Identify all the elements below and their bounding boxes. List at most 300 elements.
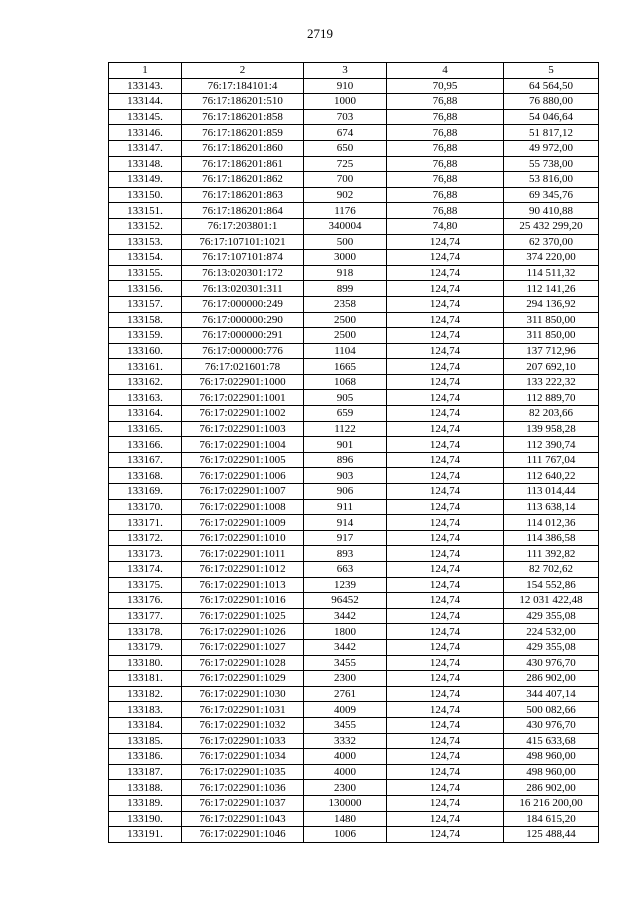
value-cell: 311 850,00 xyxy=(504,312,599,328)
area-cell: 1000 xyxy=(304,94,387,110)
cadastral-number-cell: 76:17:022901:1008 xyxy=(182,499,304,515)
rate-cell: 124,74 xyxy=(387,437,504,453)
value-cell: 64 564,50 xyxy=(504,78,599,94)
table-body xyxy=(109,78,599,842)
area-cell: 4009 xyxy=(304,702,387,718)
rate-cell: 76,88 xyxy=(387,94,504,110)
column-header-2: 2 xyxy=(182,63,304,79)
value-cell: 16 216 200,00 xyxy=(504,795,599,811)
area-cell: 911 xyxy=(304,499,387,515)
row-number-cell: 133147. xyxy=(109,140,182,156)
value-cell: 69 345,76 xyxy=(504,187,599,203)
area-cell: 2358 xyxy=(304,296,387,312)
row-number-cell: 133159. xyxy=(109,328,182,344)
table-row xyxy=(109,624,599,640)
row-number-cell: 133151. xyxy=(109,203,182,219)
cadastral-number-cell: 76:17:022901:1033 xyxy=(182,733,304,749)
value-cell: 53 816,00 xyxy=(504,172,599,188)
area-cell: 1800 xyxy=(304,624,387,640)
value-cell: 429 355,08 xyxy=(504,639,599,655)
row-number-cell: 133181. xyxy=(109,671,182,687)
row-number-cell: 133189. xyxy=(109,795,182,811)
cadastral-number-cell: 76:17:022901:1010 xyxy=(182,530,304,546)
area-cell: 659 xyxy=(304,406,387,422)
rate-cell: 124,74 xyxy=(387,234,504,250)
area-cell: 914 xyxy=(304,515,387,531)
rate-cell: 124,74 xyxy=(387,343,504,359)
cadastral-number-cell: 76:17:186201:860 xyxy=(182,140,304,156)
value-cell: 114 386,58 xyxy=(504,530,599,546)
row-number-cell: 133188. xyxy=(109,780,182,796)
table-row xyxy=(109,577,599,593)
cadastral-number-cell: 76:17:022901:1001 xyxy=(182,390,304,406)
area-cell: 500 xyxy=(304,234,387,250)
row-number-cell: 133177. xyxy=(109,608,182,624)
table-row xyxy=(109,702,599,718)
cadastral-number-cell: 76:17:022901:1009 xyxy=(182,515,304,531)
table-row xyxy=(109,437,599,453)
cadastral-number-cell: 76:17:022901:1037 xyxy=(182,795,304,811)
table-row xyxy=(109,406,599,422)
value-cell: 62 370,00 xyxy=(504,234,599,250)
row-number-cell: 133165. xyxy=(109,421,182,437)
value-cell: 114 012,36 xyxy=(504,515,599,531)
table-row xyxy=(109,499,599,515)
table-row xyxy=(109,359,599,375)
row-number-cell: 133179. xyxy=(109,639,182,655)
row-number-cell: 133163. xyxy=(109,390,182,406)
rate-cell: 124,74 xyxy=(387,421,504,437)
row-number-cell: 133146. xyxy=(109,125,182,141)
cadastral-number-cell: 76:17:000000:249 xyxy=(182,296,304,312)
table-header-row xyxy=(109,63,599,79)
area-cell: 2500 xyxy=(304,312,387,328)
value-cell: 500 082,66 xyxy=(504,702,599,718)
cadastral-number-cell: 76:17:000000:776 xyxy=(182,343,304,359)
value-cell: 54 046,64 xyxy=(504,109,599,125)
cadastral-number-cell: 76:17:022901:1000 xyxy=(182,374,304,390)
area-cell: 903 xyxy=(304,468,387,484)
rate-cell: 124,74 xyxy=(387,406,504,422)
row-number-cell: 133173. xyxy=(109,546,182,562)
row-number-cell: 133166. xyxy=(109,437,182,453)
row-number-cell: 133162. xyxy=(109,374,182,390)
area-cell: 1665 xyxy=(304,359,387,375)
cadastral-number-cell: 76:17:186201:861 xyxy=(182,156,304,172)
cadastral-number-cell: 76:13:020301:311 xyxy=(182,281,304,297)
cadastral-number-cell: 76:17:107101:874 xyxy=(182,250,304,266)
cadastral-number-cell: 76:17:022901:1011 xyxy=(182,546,304,562)
cadastral-number-cell: 76:17:022901:1029 xyxy=(182,671,304,687)
rate-cell: 124,74 xyxy=(387,312,504,328)
table-row xyxy=(109,140,599,156)
area-cell: 1104 xyxy=(304,343,387,359)
row-number-cell: 133183. xyxy=(109,702,182,718)
row-number-cell: 133150. xyxy=(109,187,182,203)
table-row xyxy=(109,187,599,203)
row-number-cell: 133156. xyxy=(109,281,182,297)
cadastral-number-cell: 76:17:000000:291 xyxy=(182,328,304,344)
value-cell: 76 880,00 xyxy=(504,94,599,110)
row-number-cell: 133144. xyxy=(109,94,182,110)
rate-cell: 124,74 xyxy=(387,374,504,390)
rate-cell: 124,74 xyxy=(387,639,504,655)
value-cell: 415 633,68 xyxy=(504,733,599,749)
area-cell: 96452 xyxy=(304,593,387,609)
row-number-cell: 133145. xyxy=(109,109,182,125)
rate-cell: 124,74 xyxy=(387,686,504,702)
value-cell: 111 767,04 xyxy=(504,452,599,468)
value-cell: 430 976,70 xyxy=(504,655,599,671)
rate-cell: 124,74 xyxy=(387,530,504,546)
area-cell: 340004 xyxy=(304,218,387,234)
cadastral-number-cell: 76:17:022901:1034 xyxy=(182,749,304,765)
value-cell: 133 222,32 xyxy=(504,374,599,390)
table-row xyxy=(109,374,599,390)
area-cell: 918 xyxy=(304,265,387,281)
cadastral-number-cell: 76:17:186201:510 xyxy=(182,94,304,110)
area-cell: 899 xyxy=(304,281,387,297)
rate-cell: 124,74 xyxy=(387,546,504,562)
rate-cell: 76,88 xyxy=(387,156,504,172)
row-number-cell: 133175. xyxy=(109,577,182,593)
value-cell: 430 976,70 xyxy=(504,717,599,733)
cadastral-number-cell: 76:17:022901:1027 xyxy=(182,639,304,655)
value-cell: 82 702,62 xyxy=(504,562,599,578)
value-cell: 112 640,22 xyxy=(504,468,599,484)
rate-cell: 124,74 xyxy=(387,811,504,827)
rate-cell: 124,74 xyxy=(387,452,504,468)
cadastral-number-cell: 76:17:022901:1025 xyxy=(182,608,304,624)
table-row xyxy=(109,530,599,546)
value-cell: 374 220,00 xyxy=(504,250,599,266)
value-cell: 49 972,00 xyxy=(504,140,599,156)
area-cell: 2300 xyxy=(304,671,387,687)
table-row xyxy=(109,125,599,141)
table-row xyxy=(109,156,599,172)
cadastral-number-cell: 76:17:022901:1004 xyxy=(182,437,304,453)
rate-cell: 124,74 xyxy=(387,390,504,406)
cadastral-number-cell: 76:17:022901:1031 xyxy=(182,702,304,718)
rate-cell: 124,74 xyxy=(387,827,504,843)
rate-cell: 76,88 xyxy=(387,172,504,188)
table-row xyxy=(109,312,599,328)
cadastral-number-cell: 76:17:022901:1016 xyxy=(182,593,304,609)
value-cell: 112 390,74 xyxy=(504,437,599,453)
value-cell: 113 014,44 xyxy=(504,484,599,500)
row-number-cell: 133152. xyxy=(109,218,182,234)
table-row xyxy=(109,733,599,749)
value-cell: 498 960,00 xyxy=(504,749,599,765)
rate-cell: 70,95 xyxy=(387,78,504,94)
area-cell: 1122 xyxy=(304,421,387,437)
row-number-cell: 133155. xyxy=(109,265,182,281)
rate-cell: 124,74 xyxy=(387,624,504,640)
rate-cell: 124,74 xyxy=(387,468,504,484)
value-cell: 112 889,70 xyxy=(504,390,599,406)
area-cell: 1239 xyxy=(304,577,387,593)
table-row xyxy=(109,390,599,406)
rate-cell: 76,88 xyxy=(387,109,504,125)
cadastral-number-cell: 76:17:022901:1028 xyxy=(182,655,304,671)
column-header-4: 4 xyxy=(387,63,504,79)
row-number-cell: 133167. xyxy=(109,452,182,468)
table-row xyxy=(109,250,599,266)
rate-cell: 124,74 xyxy=(387,655,504,671)
value-cell: 112 141,26 xyxy=(504,281,599,297)
rate-cell: 124,74 xyxy=(387,250,504,266)
row-number-cell: 133184. xyxy=(109,717,182,733)
area-cell: 902 xyxy=(304,187,387,203)
table-row xyxy=(109,811,599,827)
value-cell: 154 552,86 xyxy=(504,577,599,593)
area-cell: 4000 xyxy=(304,764,387,780)
area-cell: 3455 xyxy=(304,655,387,671)
rate-cell: 124,74 xyxy=(387,484,504,500)
cadastral-number-cell: 76:17:000000:290 xyxy=(182,312,304,328)
rate-cell: 76,88 xyxy=(387,125,504,141)
area-cell: 703 xyxy=(304,109,387,125)
row-number-cell: 133160. xyxy=(109,343,182,359)
area-cell: 700 xyxy=(304,172,387,188)
row-number-cell: 133176. xyxy=(109,593,182,609)
area-cell: 917 xyxy=(304,530,387,546)
table-row xyxy=(109,515,599,531)
cadastral-number-cell: 76:17:186201:862 xyxy=(182,172,304,188)
row-number-cell: 133161. xyxy=(109,359,182,375)
value-cell: 498 960,00 xyxy=(504,764,599,780)
row-number-cell: 133157. xyxy=(109,296,182,312)
value-cell: 344 407,14 xyxy=(504,686,599,702)
value-cell: 294 136,92 xyxy=(504,296,599,312)
area-cell: 130000 xyxy=(304,795,387,811)
rate-cell: 124,74 xyxy=(387,359,504,375)
row-number-cell: 133187. xyxy=(109,764,182,780)
row-number-cell: 133164. xyxy=(109,406,182,422)
table-row xyxy=(109,343,599,359)
table-row xyxy=(109,296,599,312)
cadastral-number-cell: 76:17:022901:1007 xyxy=(182,484,304,500)
row-number-cell: 133158. xyxy=(109,312,182,328)
table-row xyxy=(109,827,599,843)
rate-cell: 124,74 xyxy=(387,281,504,297)
rate-cell: 76,88 xyxy=(387,187,504,203)
row-number-cell: 133149. xyxy=(109,172,182,188)
area-cell: 2500 xyxy=(304,328,387,344)
row-number-cell: 133191. xyxy=(109,827,182,843)
value-cell: 137 712,96 xyxy=(504,343,599,359)
area-cell: 2761 xyxy=(304,686,387,702)
cadastral-number-cell: 76:13:020301:172 xyxy=(182,265,304,281)
rate-cell: 124,74 xyxy=(387,608,504,624)
cadastral-number-cell: 76:17:022901:1003 xyxy=(182,421,304,437)
area-cell: 650 xyxy=(304,140,387,156)
row-number-cell: 133186. xyxy=(109,749,182,765)
value-cell: 125 488,44 xyxy=(504,827,599,843)
column-header-1: 1 xyxy=(109,63,182,79)
table-row xyxy=(109,234,599,250)
area-cell: 1480 xyxy=(304,811,387,827)
value-cell: 111 392,82 xyxy=(504,546,599,562)
area-cell: 896 xyxy=(304,452,387,468)
page-number: 2719 xyxy=(307,26,333,41)
column-header-5: 5 xyxy=(504,63,599,79)
value-cell: 51 817,12 xyxy=(504,125,599,141)
rate-cell: 76,88 xyxy=(387,203,504,219)
cadastral-number-cell: 76:17:022901:1005 xyxy=(182,452,304,468)
table-row xyxy=(109,764,599,780)
cadastral-number-cell: 76:17:022901:1032 xyxy=(182,717,304,733)
area-cell: 3455 xyxy=(304,717,387,733)
cadastral-number-cell: 76:17:022901:1026 xyxy=(182,624,304,640)
value-cell: 311 850,00 xyxy=(504,328,599,344)
table-row xyxy=(109,94,599,110)
row-number-cell: 133178. xyxy=(109,624,182,640)
value-cell: 429 355,08 xyxy=(504,608,599,624)
table-row xyxy=(109,172,599,188)
table-row xyxy=(109,452,599,468)
area-cell: 725 xyxy=(304,156,387,172)
row-number-cell: 133169. xyxy=(109,484,182,500)
table-row xyxy=(109,218,599,234)
area-cell: 3000 xyxy=(304,250,387,266)
table-row xyxy=(109,328,599,344)
area-cell: 2300 xyxy=(304,780,387,796)
rate-cell: 74,80 xyxy=(387,218,504,234)
cadastral-number-cell: 76:17:186201:858 xyxy=(182,109,304,125)
table-row xyxy=(109,281,599,297)
cadastral-number-cell: 76:17:022901:1012 xyxy=(182,562,304,578)
rate-cell: 124,74 xyxy=(387,795,504,811)
rate-cell: 124,74 xyxy=(387,499,504,515)
rate-cell: 124,74 xyxy=(387,577,504,593)
cadastral-number-cell: 76:17:021601:78 xyxy=(182,359,304,375)
table-row xyxy=(109,203,599,219)
rate-cell: 124,74 xyxy=(387,515,504,531)
rate-cell: 124,74 xyxy=(387,593,504,609)
area-cell: 1006 xyxy=(304,827,387,843)
value-cell: 224 532,00 xyxy=(504,624,599,640)
rate-cell: 124,74 xyxy=(387,702,504,718)
row-number-cell: 133153. xyxy=(109,234,182,250)
area-cell: 1176 xyxy=(304,203,387,219)
area-cell: 663 xyxy=(304,562,387,578)
table-row xyxy=(109,468,599,484)
table-row xyxy=(109,421,599,437)
cadastral-number-cell: 76:17:107101:1021 xyxy=(182,234,304,250)
column-header-3: 3 xyxy=(304,63,387,79)
value-cell: 25 432 299,20 xyxy=(504,218,599,234)
table-row xyxy=(109,109,599,125)
rate-cell: 124,74 xyxy=(387,717,504,733)
row-number-cell: 133174. xyxy=(109,562,182,578)
rate-cell: 124,74 xyxy=(387,749,504,765)
row-number-cell: 133185. xyxy=(109,733,182,749)
rate-cell: 124,74 xyxy=(387,328,504,344)
value-cell: 114 511,32 xyxy=(504,265,599,281)
row-number-cell: 133148. xyxy=(109,156,182,172)
cadastral-number-cell: 76:17:186201:863 xyxy=(182,187,304,203)
area-cell: 3332 xyxy=(304,733,387,749)
table-row xyxy=(109,780,599,796)
value-cell: 113 638,14 xyxy=(504,499,599,515)
table-row xyxy=(109,795,599,811)
area-cell: 3442 xyxy=(304,608,387,624)
row-number-cell: 133168. xyxy=(109,468,182,484)
area-cell: 4000 xyxy=(304,749,387,765)
row-number-cell: 133172. xyxy=(109,530,182,546)
cadastral-number-cell: 76:17:203801:1 xyxy=(182,218,304,234)
table-row xyxy=(109,671,599,687)
area-cell: 905 xyxy=(304,390,387,406)
cadastral-number-cell: 76:17:186201:864 xyxy=(182,203,304,219)
table-row xyxy=(109,639,599,655)
rate-cell: 76,88 xyxy=(387,140,504,156)
value-cell: 12 031 422,48 xyxy=(504,593,599,609)
cadastral-number-cell: 76:17:022901:1036 xyxy=(182,780,304,796)
cadastral-number-cell: 76:17:022901:1035 xyxy=(182,764,304,780)
table-row xyxy=(109,593,599,609)
cadastral-number-cell: 76:17:022901:1046 xyxy=(182,827,304,843)
table-row xyxy=(109,265,599,281)
table-row xyxy=(109,749,599,765)
row-number-cell: 133190. xyxy=(109,811,182,827)
rate-cell: 124,74 xyxy=(387,671,504,687)
value-cell: 286 902,00 xyxy=(504,671,599,687)
area-cell: 1068 xyxy=(304,374,387,390)
value-cell: 207 692,10 xyxy=(504,359,599,375)
table-row xyxy=(109,78,599,94)
cadastral-number-cell: 76:17:022901:1043 xyxy=(182,811,304,827)
area-cell: 901 xyxy=(304,437,387,453)
row-number-cell: 133170. xyxy=(109,499,182,515)
cadastral-number-cell: 76:17:022901:1002 xyxy=(182,406,304,422)
value-cell: 139 958,28 xyxy=(504,421,599,437)
area-cell: 910 xyxy=(304,78,387,94)
cadastral-number-cell: 76:17:022901:1030 xyxy=(182,686,304,702)
value-cell: 90 410,88 xyxy=(504,203,599,219)
area-cell: 906 xyxy=(304,484,387,500)
value-cell: 55 738,00 xyxy=(504,156,599,172)
rate-cell: 124,74 xyxy=(387,296,504,312)
table-row xyxy=(109,686,599,702)
table-row xyxy=(109,608,599,624)
table-row xyxy=(109,484,599,500)
area-cell: 3442 xyxy=(304,639,387,655)
rate-cell: 124,74 xyxy=(387,562,504,578)
rate-cell: 124,74 xyxy=(387,733,504,749)
value-cell: 184 615,20 xyxy=(504,811,599,827)
row-number-cell: 133143. xyxy=(109,78,182,94)
rate-cell: 124,74 xyxy=(387,764,504,780)
cadastral-number-cell: 76:17:186201:859 xyxy=(182,125,304,141)
value-cell: 82 203,66 xyxy=(504,406,599,422)
cadastral-number-cell: 76:17:022901:1013 xyxy=(182,577,304,593)
table-row xyxy=(109,655,599,671)
row-number-cell: 133154. xyxy=(109,250,182,266)
area-cell: 674 xyxy=(304,125,387,141)
area-cell: 893 xyxy=(304,546,387,562)
rate-cell: 124,74 xyxy=(387,780,504,796)
row-number-cell: 133182. xyxy=(109,686,182,702)
table-row xyxy=(109,562,599,578)
table-row xyxy=(109,546,599,562)
row-number-cell: 133171. xyxy=(109,515,182,531)
cadastral-number-cell: 76:17:022901:1006 xyxy=(182,468,304,484)
registry-table xyxy=(108,62,599,843)
cadastral-number-cell: 76:17:184101:4 xyxy=(182,78,304,94)
table-row xyxy=(109,717,599,733)
